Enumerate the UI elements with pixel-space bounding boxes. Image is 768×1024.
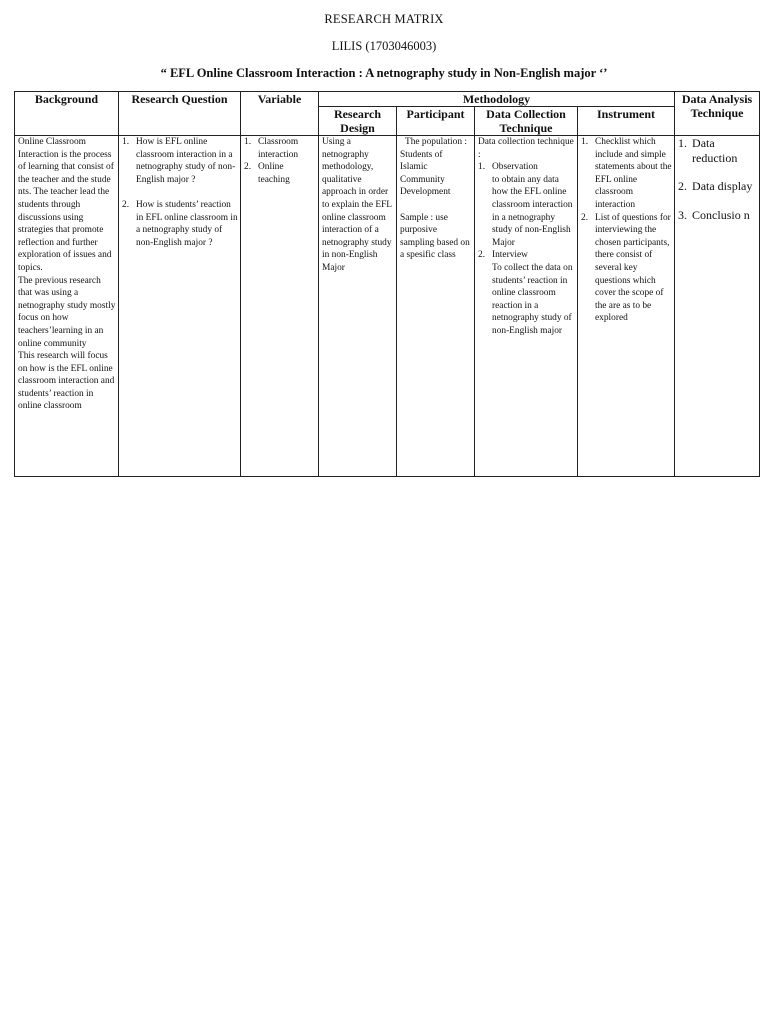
col-header-methodology: Methodology	[319, 92, 675, 107]
research-question-item: 1. How is EFL online classroom interaction in a netnography study of non-English major ?	[122, 137, 236, 185]
background-paragraph-2: The previous research that was using a netnography study mostly focus on how teachers’learning in an online community	[18, 275, 116, 349]
instrument-item: 1. Checklist which include and simple statements about the EFL online classroom interaction	[581, 137, 672, 210]
cell-background	[15, 136, 119, 477]
background-paragraph-3: This research will focus on how is the EFL online classroom interaction and students’ reaction in online classroom	[18, 351, 115, 412]
cell-research-design	[319, 136, 397, 477]
sample-text: Sample : use purposive sampling based on a spesific class	[400, 212, 470, 261]
cell-research-questions	[119, 136, 241, 477]
col-header-instrument: Instrument	[578, 107, 675, 136]
cell-variables	[241, 136, 319, 477]
col-header-background: Background	[15, 92, 119, 136]
research-title: “ EFL Online Classroom Interaction : A netnography study in Non-English major ‘’	[160, 66, 608, 80]
col-header-participant: Participant	[397, 107, 475, 136]
background-paragraph-1: Online Classroom Interaction is the process of learning that consist of the teacher and the stude nts. The teacher lead the students through discussions using strategies that promote reflection and further exploration of issues and topics.	[18, 137, 114, 273]
col-header-data-analysis: Data Analysis Technique	[675, 92, 760, 136]
cell-instruments	[578, 136, 675, 477]
analysis-item: 2. Data display	[678, 179, 753, 193]
cell-data-analysis	[675, 136, 760, 477]
col-header-research-design: Research Design	[319, 107, 397, 136]
author-line: LILIS (1703046003)	[331, 39, 437, 53]
data-collection-intro: Data collection technique :	[478, 137, 574, 160]
analysis-item: 1. Data reduction	[678, 136, 738, 165]
variable-item: 2. Online teaching	[244, 162, 290, 185]
col-header-data-collection: Data Collection Technique	[475, 107, 578, 136]
data-collection-item: 1. Observation to obtain any data how the EFL online classroom interaction in a netnography study of non-English Major	[478, 162, 573, 248]
col-header-variable: Variable	[241, 92, 319, 136]
research-question-item: 2. How is students’ reaction in EFL online classroom in a netnography study of non-English major ?	[122, 199, 238, 248]
analysis-item: 3. Conclusio n	[678, 207, 750, 222]
research-matrix-table	[14, 91, 760, 477]
data-collection-item: 2. Interview To collect the data on students’ reaction in online classroom reaction in a netnography study of non-English major	[478, 250, 573, 336]
instrument-item: 2. List of questions for interviewing the chosen participants, there consist of several key questions which cover the scope of the are as to be explored	[581, 212, 671, 324]
cell-data-collection	[475, 136, 578, 477]
research-design-text: Using a netnography methodology, qualitative approach in order to explain the EFL online classroom interaction of a netnography study in non-English Major	[322, 137, 392, 273]
variable-item: 1. Classroom interaction	[244, 137, 299, 160]
population-text: Students of Islamic Community Development	[400, 149, 451, 198]
population-label: The population :	[405, 137, 467, 147]
cell-participant	[397, 136, 475, 477]
col-header-research-question: Research Question	[119, 92, 241, 136]
document-title: RESEARCH MATRIX	[324, 12, 444, 26]
